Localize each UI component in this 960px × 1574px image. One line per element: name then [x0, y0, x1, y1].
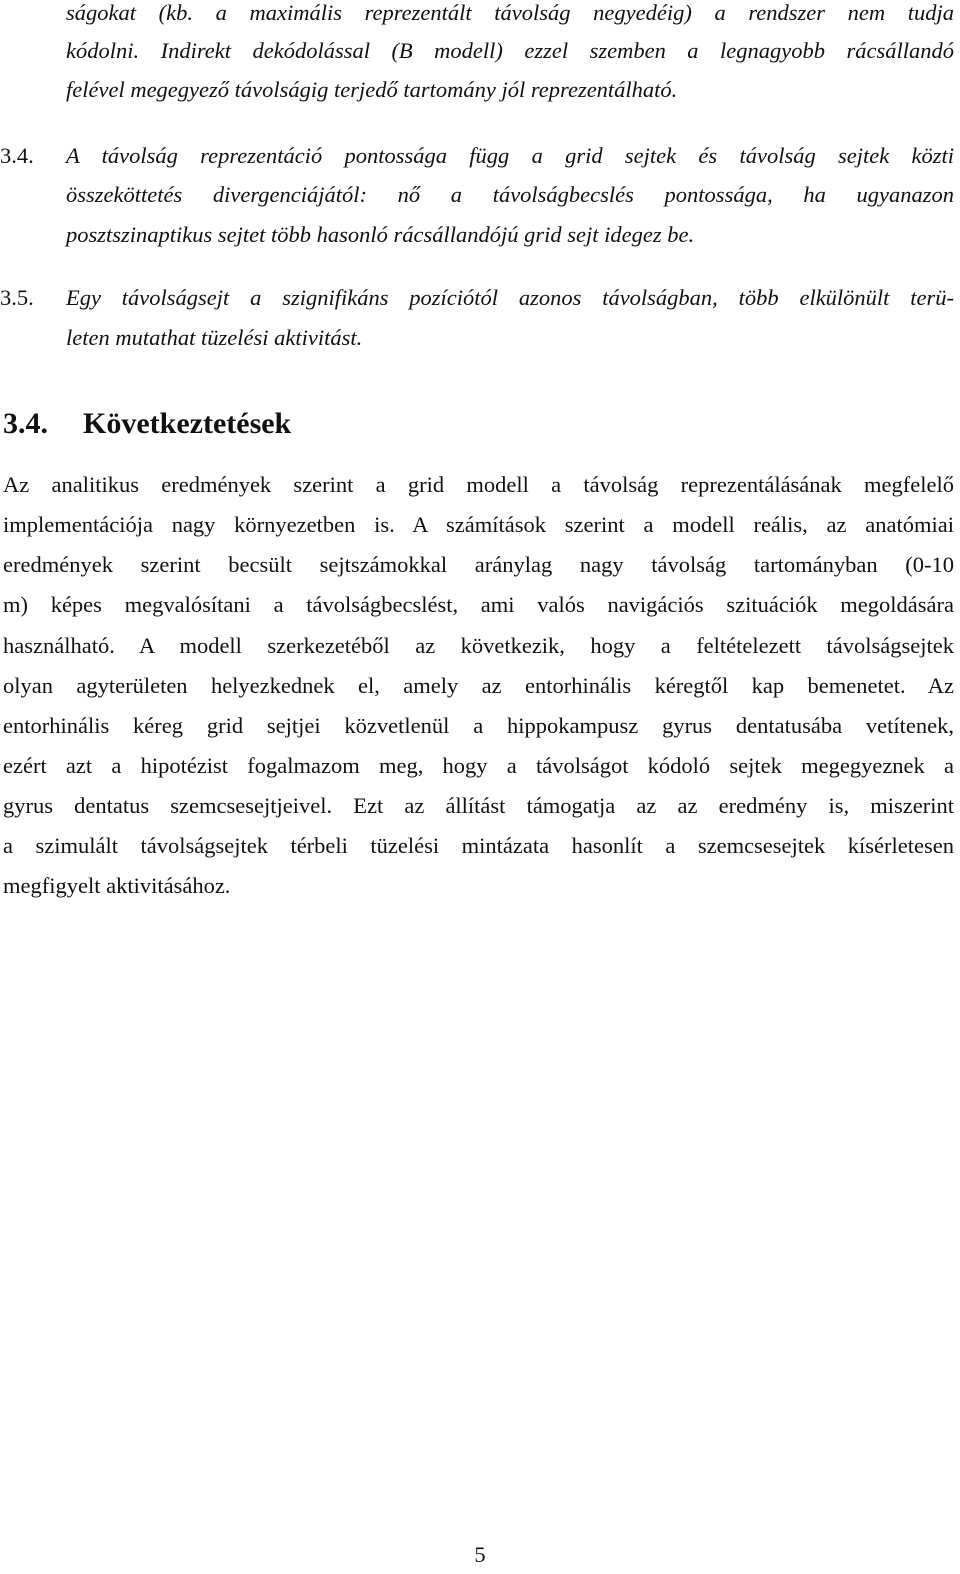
paragraph-line: a szimulált távolságsejtek térbeli tüzelési mintázata hasonlít a szemcsesejtek kísérletesen — [3, 833, 954, 858]
continuation-line: ságokat (kb. a maximális reprezentált távolság negyedéig) a rendszer nem tudja — [66, 0, 954, 25]
item-3-4-line: összeköttetés divergenciájától: nő a távolságbecslés pontossága, ha ugyanazon — [66, 182, 954, 207]
item-3-4-line: A távolság reprezentáció pontossága függ a grid sejtek és távolság sejtek közti — [66, 143, 954, 168]
paragraph-line: használható. A modell szerkezetéből az következik, hogy a feltételezett távolságsejtek — [3, 633, 954, 658]
section-number: 3.4. — [3, 407, 48, 440]
section-title: Következtetések — [83, 407, 292, 440]
section-heading — [3, 406, 291, 442]
item-3-5-line: leten mutathat tüzelési aktivitást. — [66, 325, 363, 350]
continuation-line: felével megegyező távolságig terjedő tartomány jól reprezentálható. — [66, 77, 678, 102]
continuation-line: kódolni. Indirekt dekódolással (B modell) ezzel szemben a legnagyobb rácsállandó — [66, 38, 954, 63]
paragraph-line: implementációja nagy környezetben is. A számítások szerint a modell reális, az anatómiai — [3, 512, 954, 537]
paragraph-line: ezért azt a hipotézist fogalmazom meg, hogy a távolságot kódoló sejtek megegyeznek a — [3, 753, 954, 778]
paragraph-line: gyrus dentatus szemcsesejtjeivel. Ezt az állítást támogatja az az eredmény is, miszerint — [3, 793, 954, 818]
paragraph-line: olyan agyterületen helyezkednek el, amely az entorhinális kéregtől kap bemenetet. Az — [3, 673, 954, 698]
item-3-5-line: Egy távolságsejt a szignifikáns pozíciótól azonos távolságban, több elkülönült terü- — [66, 285, 954, 310]
item-3-4-line: posztszinaptikus sejtet több hasonló rácsállandójú grid sejt idegez be. — [66, 222, 695, 247]
item-label: 3.4. — [0, 143, 34, 168]
paragraph-line: m) képes megvalósítani a távolságbecslést, ami valós navigációs szituációk megoldására — [3, 592, 954, 617]
item-label: 3.5. — [0, 285, 34, 310]
page-number: 5 — [474, 1542, 486, 1567]
paragraph-line: entorhinális kéreg grid sejtjei közvetlenül a hippokampusz gyrus dentatusába vetítenek, — [3, 713, 954, 738]
paragraph-line: megfigyelt aktivitásához. — [3, 873, 231, 898]
paragraph-line: eredmények szerint becsült sejtszámokkal aránylag nagy távolság tartományban (0-10 — [3, 552, 954, 577]
paragraph-line: Az analitikus eredmények szerint a grid modell a távolság reprezentálásának megfelelő — [3, 472, 954, 497]
